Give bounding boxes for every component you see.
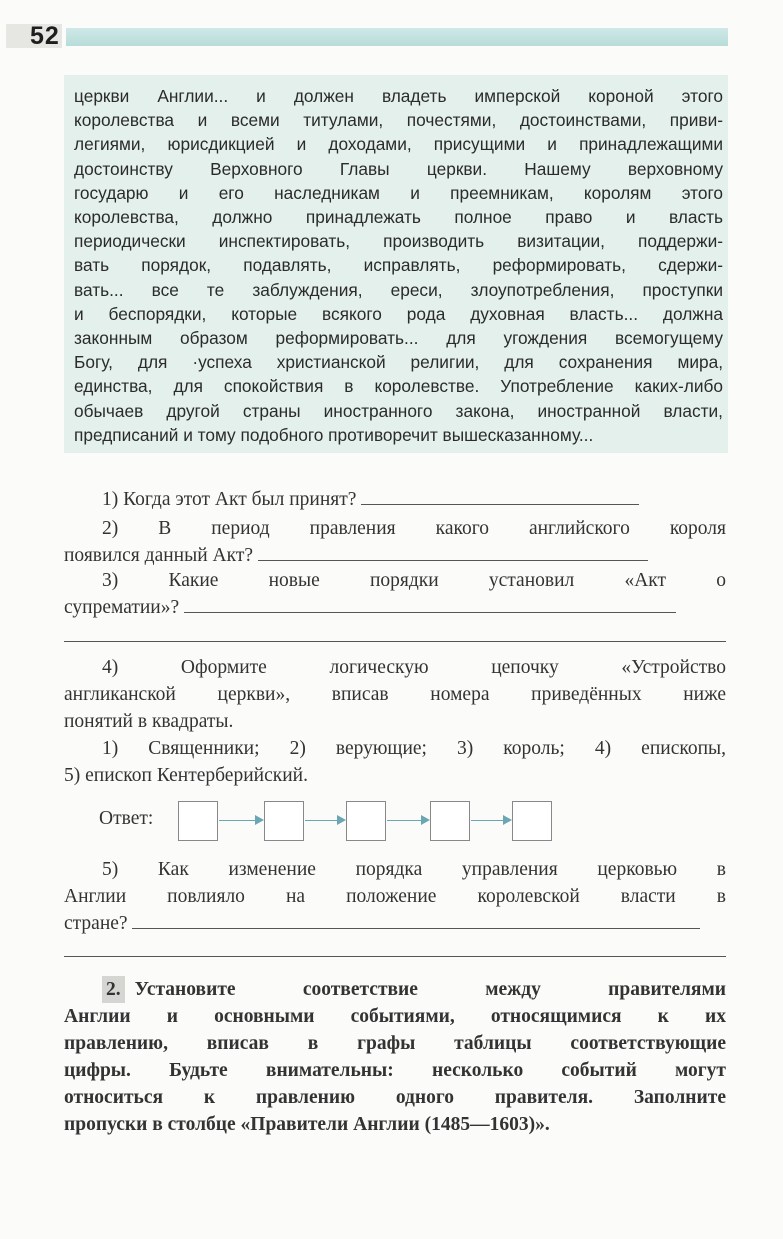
quote-line: легиями, юрисдикцией и доходами, присущими и принадлежащими (74, 134, 723, 155)
quote-line: вать порядок, подавлять, исправлять, реформировать, сдержи- (74, 255, 723, 276)
page-number-box (6, 24, 62, 48)
quote-line: королевства, должно принадлежать полное право и власть (74, 207, 723, 228)
quote-line: единства, для спокойствия в королевстве. Употребление каких-либо (74, 376, 723, 397)
answer-line-5[interactable] (132, 928, 700, 929)
quote-line: периодически инспектировать, производить визитации, поддержи- (74, 231, 723, 252)
document-quote (74, 84, 723, 447)
question-2-line-2: появился данный Акт? (64, 545, 253, 566)
chain-arrow-1 (219, 820, 262, 821)
task-2-line-2: Англии и основными событиями, относящимися к их (64, 1006, 726, 1027)
question-5-line-3: стране? (64, 913, 128, 934)
answer-line-3b[interactable] (64, 641, 726, 642)
quote-line: королевства и всеми титулами, почестями, достоинствами, приви- (74, 110, 723, 131)
answer-line-2[interactable] (258, 560, 648, 561)
chain-box-1[interactable] (178, 801, 218, 841)
question-5 (64, 856, 726, 937)
quote-line: предписаний и тому подобного противоречит вышесказанному... (74, 424, 594, 445)
quote-line: законным образом реформировать... для угождения всемогущему (74, 328, 723, 349)
question-5-line-1: 5) Как изменение порядка управления церковью в (102, 859, 726, 880)
quote-line: Богу, для ·успеха христианской религии, для сохранения мира, (74, 352, 723, 373)
answer-label: Ответ: (99, 808, 154, 829)
answer-line-3[interactable] (184, 612, 676, 613)
question-3-line-2: супрематии»? (64, 597, 180, 618)
task-2-number: 2. (102, 976, 125, 1003)
header-stripe (66, 28, 728, 46)
quote-line: и беспорядки, которые всякого рода духовная власть... должна (74, 303, 723, 324)
page-header (6, 24, 728, 48)
task-2-line-6: пропуски в столбце «Правители Англии (1485—1603)». (64, 1114, 550, 1135)
page-number: 52 (30, 22, 60, 50)
question-2 (64, 515, 726, 569)
question-1 (64, 486, 726, 513)
chain-box-3[interactable] (346, 801, 386, 841)
quote-line: церкви Англии... и должен владеть имперской короной этого (74, 86, 723, 106)
question-4 (64, 654, 726, 789)
quote-line: достоинству Верховного Главы церкви. Нашему верховному (74, 158, 723, 179)
question-3-line-1: 3) Какие новые порядки установил «Акт о (102, 570, 726, 591)
question-4-line-2: англиканской церкви», вписав номера приведённых ниже (64, 684, 726, 705)
quote-line: государю и его наследникам и преемникам, королям этого (74, 182, 723, 203)
answer-line-1[interactable] (361, 504, 639, 505)
task-2-line-4: цифры. Будьте внимательны: несколько событий могут (64, 1060, 726, 1081)
chain-arrow-3 (387, 820, 428, 821)
chain-box-5[interactable] (512, 801, 552, 841)
question-4-options-1: 1) Священники; 2) верующие; 3) король; 4) епископы, (102, 738, 726, 759)
chain-arrow-2 (305, 820, 344, 821)
question-4-options-2: 5) епископ Кентерберийский. (64, 765, 308, 786)
task-2-line-5: относиться к правлению одного правителя. Заполните (64, 1087, 726, 1108)
quote-line: вать... все те заблуждения, ереси, злоупотребления, проступки (74, 279, 723, 300)
task-2 (64, 976, 726, 1138)
answer-line-5b[interactable] (64, 956, 726, 957)
chain-arrow-4 (471, 820, 510, 821)
question-4-line-1: 4) Оформите логическую цепочку «Устройство (102, 657, 726, 678)
task-2-line-3: правлению, вписав в графы таблицы соответствующие (64, 1033, 726, 1054)
question-2-line-1: 2) В период правления какого английского короля (102, 518, 726, 539)
task-2-line-1: Установите соответствие между правителями (134, 979, 726, 1000)
chain-box-4[interactable] (430, 801, 470, 841)
question-3 (64, 567, 726, 621)
question-4-line-3: понятий в квадраты. (64, 711, 234, 732)
question-1-text: 1) Когда этот Акт был принят? (102, 489, 357, 510)
quote-line: обычаев другой страны иностранного закона, иностранной власти, (74, 400, 723, 421)
chain-box-2[interactable] (264, 801, 304, 841)
question-5-line-2: Англии повлияло на положение королевской власти в (64, 886, 726, 907)
